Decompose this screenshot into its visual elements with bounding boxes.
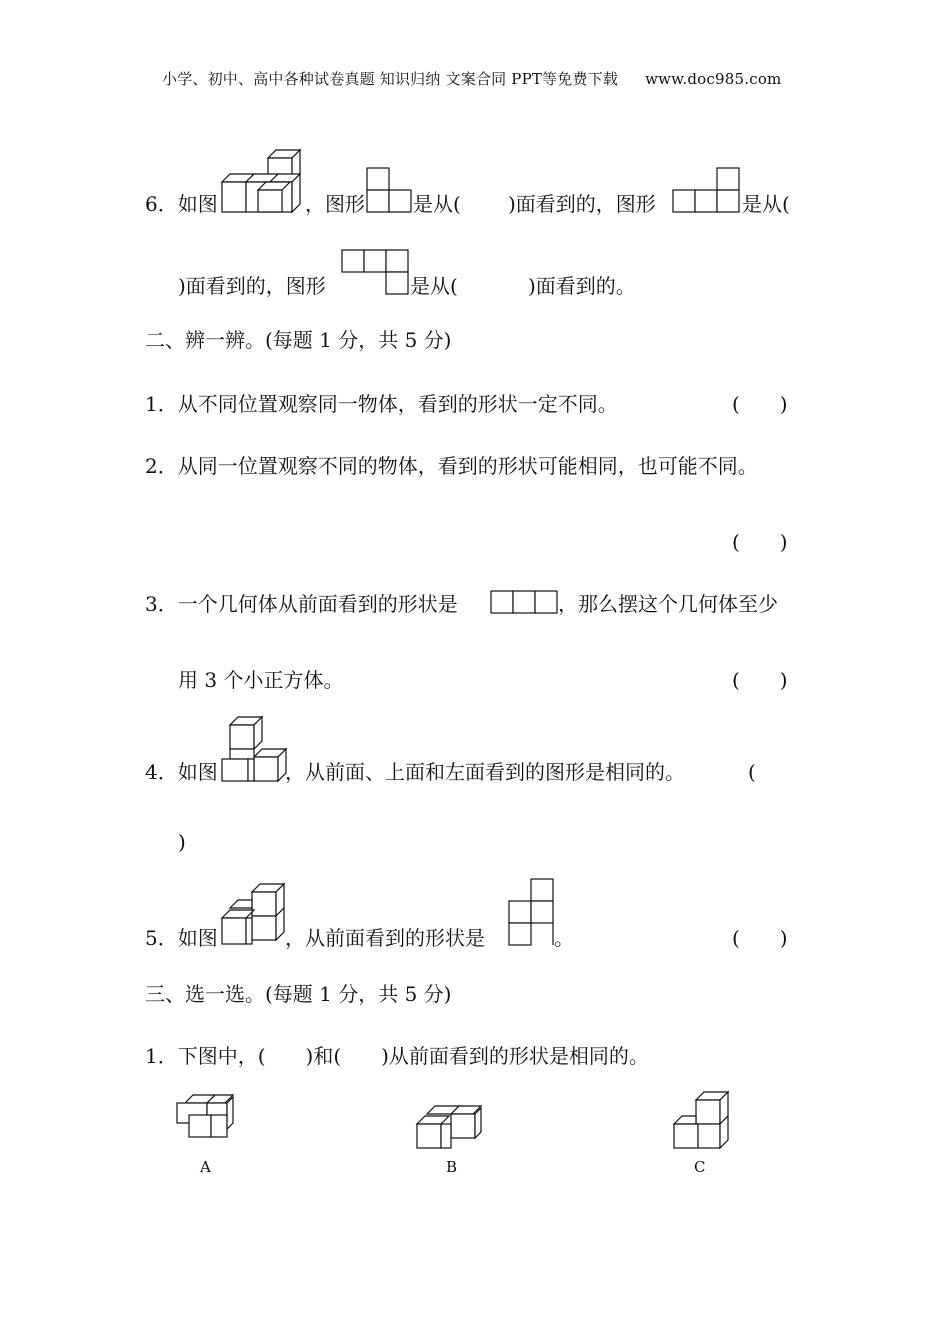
- q6-line2c: )面看到的。: [528, 274, 636, 298]
- section2-title: 二、辨一辨。(每题 1 分，共 5 分): [145, 328, 452, 352]
- s3-option-b-label: B: [446, 1158, 458, 1176]
- q6-line2a: )面看到的，图形: [178, 274, 326, 298]
- s2-q4-paren-close[interactable]: ): [178, 830, 186, 854]
- s2-q5-solid-figure: [220, 882, 290, 948]
- s2-q1-answer-bracket[interactable]: ( ): [732, 392, 788, 416]
- s3-option-a-figure: [175, 1095, 237, 1143]
- q6-view-shape-2: [672, 167, 742, 215]
- s3-option-b-figure: [415, 1104, 485, 1148]
- header-text: 小学、初中、高中各种试卷真题 知识归纳 文案合同 PPT等免费下载: [162, 70, 619, 88]
- q6-view-shape-3: [341, 249, 411, 297]
- s3-option-c-figure: [672, 1090, 734, 1150]
- s2-q2: 2．从同一位置观察不同的物体，看到的形状可能相同，也可能不同。: [145, 454, 758, 478]
- s3-option-c-label: C: [694, 1158, 706, 1176]
- q6-view-shape-1: [366, 167, 412, 215]
- q6-solid-figure: [220, 150, 305, 215]
- q6-mid4: 是从(: [742, 192, 790, 216]
- q6-mid3: )面看到的，图形: [508, 192, 656, 216]
- s2-q4b: ，从前面、上面和左面看到的图形是相同的。: [285, 760, 685, 784]
- s2-q2-answer-bracket[interactable]: ( ): [732, 530, 788, 554]
- s2-q4a: 4．如图: [145, 760, 218, 784]
- s2-q5c: 。: [554, 926, 574, 950]
- q6-label: 6．如图: [145, 192, 218, 216]
- s2-q5-answer-bracket[interactable]: ( ): [732, 926, 788, 950]
- s2-q5a: 5．如图: [145, 926, 218, 950]
- s2-q3c: 用 3 个小正方体。: [178, 668, 344, 692]
- header-url: www.doc985.com: [645, 70, 782, 88]
- s2-q3b: ，那么摆这个几何体至少: [558, 592, 778, 616]
- s2-q3-answer-bracket[interactable]: ( ): [732, 668, 788, 692]
- s3-q1: 1．下图中，( )和( )从前面看到的形状是相同的。: [145, 1044, 649, 1068]
- s2-q4-paren-open[interactable]: (: [748, 760, 756, 784]
- s2-q1: 1．从不同位置观察同一物体，看到的形状一定不同。: [145, 392, 618, 416]
- q6-line2b: 是从(: [410, 274, 458, 298]
- s3-option-a-label: A: [200, 1158, 211, 1176]
- page-header: [162, 68, 781, 89]
- s2-q5b: ，从前面看到的形状是: [285, 926, 485, 950]
- s2-q3a: 3．一个几何体从前面看到的形状是: [145, 592, 458, 616]
- s2-q3-view-shape: [490, 590, 560, 616]
- q6-mid2: 是从(: [413, 192, 461, 216]
- s2-q4-solid-figure: [220, 715, 290, 783]
- s2-q5-view-shape: [508, 878, 556, 948]
- q6-mid1: ，图形: [305, 192, 365, 216]
- section3-title: 三、选一选。(每题 1 分，共 5 分): [145, 982, 452, 1006]
